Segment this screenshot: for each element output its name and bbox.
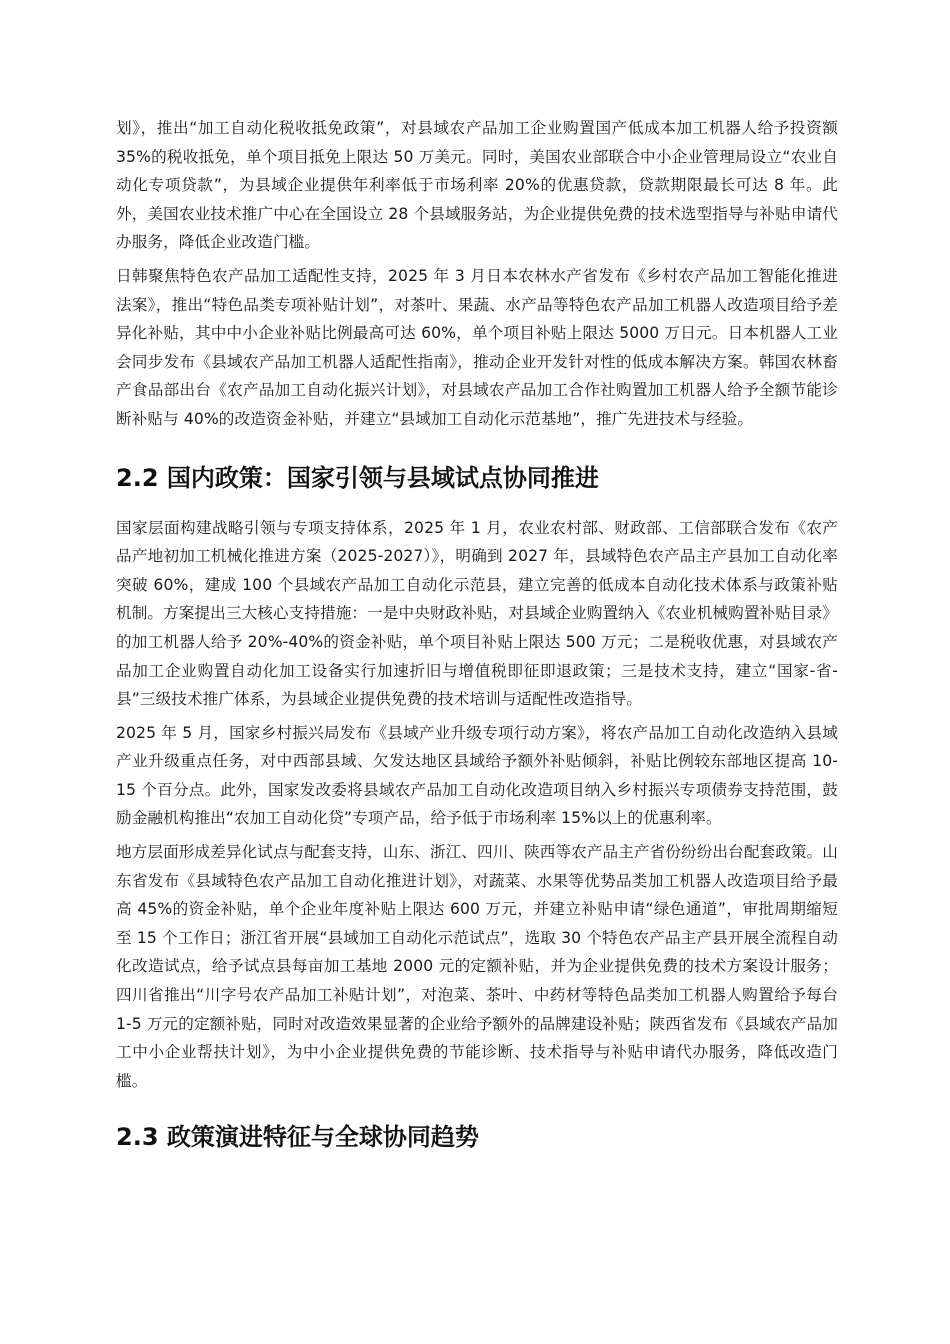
paragraph-national-policy: 国家层面构建战略引领与专项支持体系，2025 年 1 月，农业农村部、财政部、工信部联合发布《农产品产地初加工机械化推进方案（2025-2027）》，明确到 2027 年，县域特色农产品主产县加工自动化率突破 60%，建成 100 个县域农产品加工自动化示范县，建立完善的低成本自动化技术体系与政策补贴机制。方案提出三大核心支持措施：一是中央财政补贴，对县域企业购置纳入《农业机械购置补贴目录》的加工机器人给予 20%-40%的资金补贴，单个项目补贴上限达 500 万元；二是税收优惠，对县域农产品加工企业购置自动化加工设备实行加速折旧与增值税即征即退政策；三是技术支持，建立“国家-省-县”三级技术推广体系，为县域企业提供免费的技术培训与适配性改造指导。 xyxy=(116,518,838,709)
document-page xyxy=(116,114,838,1173)
paragraph-japan-korea-policy: 日韩聚焦特色农产品加工适配性支持，2025 年 3 月日本农林水产省发布《乡村农产品加工智能化推进法案》，推出“特色品类专项补贴计划”，对茶叶、果蔬、水产品等特色农产品加工机器人改造项目给予差异化补贴，其中中小企业补贴比例最高可达 60%，单个项目补贴上限达 5000 万日元。日本机器人工业会同步发布《县域农产品加工机器人适配性指南》，推动企业开发针对性的低成本解决方案。韩国农林畜产食品部出台《农产品加工自动化振兴计划》，对县域农产品加工合作社购置加工机器人给予全额节能诊断补贴与 40%的改造资金补贴，并建立“县域加工自动化示范基地”，推广先进技术与经验。 xyxy=(116,266,838,428)
section-heading-2-3: 2.3 政策演进特征与全球协同趋势 xyxy=(116,1123,479,1152)
paragraph-rural-revitalization: 2025 年 5 月，国家乡村振兴局发布《县域产业升级专项行动方案》，将农产品加工自动化改造纳入县域产业升级重点任务，对中西部县域、欠发达地区县域给予额外补贴倾斜，补贴比例较东部地区提高 10-15 个百分点。此外，国家发改委将县域农产品加工自动化改造项目纳入乡村振兴专项债券支持范围，鼓励金融机构推出“农加工自动化贷”专项产品，给予低于市场利率 15%以上的优惠利率。 xyxy=(116,723,838,828)
paragraph-us-policy: 划》，推出“加工自动化税收抵免政策”，对县域农产品加工企业购置国产低成本加工机器人给予投资额 35%的税收抵免，单个项目抵免上限达 50 万美元。同时，美国农业部联合中小企业管理局设立“农业自动化专项贷款”，为县域企业提供年利率低于市场利率 20%的优惠贷款，贷款期限最长可达 8 年。此外，美国农业技术推广中心在全国设立 28 个县域服务站，为企业提供免费的技术选型指导与补贴申请代办服务，降低企业改造门槛。 xyxy=(116,119,838,252)
section-heading-2-2: 2.2 国内政策：国家引领与县域试点协同推进 xyxy=(116,463,599,492)
paragraph-local-pilots: 地方层面形成差异化试点与配套支持，山东、浙江、四川、陕西等农产品主产省份纷纷出台配套政策。山东省发布《县域特色农产品加工自动化推进计划》，对蔬菜、水果等优势品类加工机器人改造项目给予最高 45%的资金补贴，单个企业年度补贴上限达 600 万元，并建立补贴申请“绿色通道”，审批周期缩短至 15 个工作日；浙江省开展“县域加工自动化示范试点”，选取 30 个特色农产品主产县开展全流程自动化改造试点，给予试点县每亩加工基地 2000 元的定额补贴，并为企业提供免费的技术方案设计服务；四川省推出“川字号农产品加工补贴计划”，对泡菜、茶叶、中药材等特色品类加工机器人购置给予每台 1-5 万元的定额补贴，同时对改造效果显著的企业给予额外的品牌建设补贴；陕西省发布《县域农产品加工中小企业帮扶计划》，为中小企业提供免费的节能诊断、技术指导与补贴申请代办服务，降低改造门槛。 xyxy=(116,843,838,1090)
